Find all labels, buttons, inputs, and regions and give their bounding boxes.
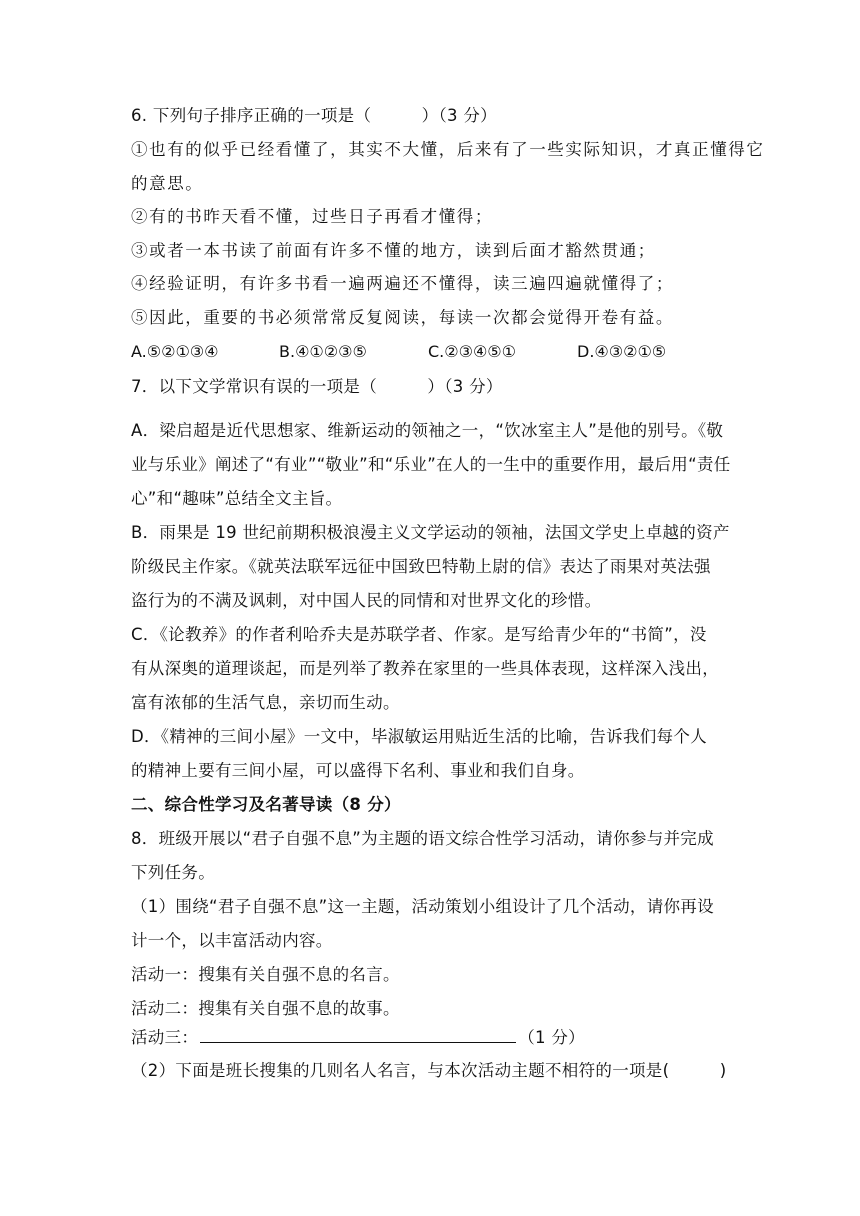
q7-option-d-line1: D．《精神的三间小屋》一文中，毕淑敏运用贴近生活的比喻，告诉我们每个人 [131, 727, 707, 746]
q7-stem: 7．以下文学常识有误的一项是（ ）（3 分） [131, 377, 503, 396]
q7-option-b-line3: 盗行为的不满及讽刺，对中国人民的同情和对世界文化的珍惜。 [131, 591, 602, 610]
q7-option-c-line3: 富有浓郁的生活气息，亲切而生动。 [131, 693, 400, 712]
q7-option-c-line2: 有从深奥的道理谈起，而是列举了教养在家里的一些具体表现，这样深入浅出， [131, 659, 719, 678]
q8-part2: （2）下面是班长搜集的几则名人名言，与本次活动主题不相符的一项是( ) [131, 1061, 727, 1080]
q7-option-c-line1: C．《论教养》的作者利哈乔夫是苏联学者、作家。是写给青少年的“书简”，没 [131, 625, 707, 644]
q8-activity-2: 活动二：搜集有关自强不息的故事。 [131, 999, 400, 1018]
q7-option-b-line2: 阶级民主作家。《就英法联军远征中国致巴特勒上尉的信》表达了雨果对英法强 [131, 557, 711, 576]
q6-stem: 6. 下列句子排序正确的一项是（ ）（3 分） [131, 106, 497, 125]
q8-activity-3-label: 活动三： [131, 1028, 199, 1047]
answer-blank[interactable] [200, 1027, 516, 1043]
q6-option-a: A.⑤②①③④ [131, 342, 219, 361]
q6-sentence-5: ⑤因此，重要的书必须常常反复阅读，每读一次都会觉得开卷有益。 [131, 308, 674, 327]
q8-stem-line1: 8．班级开展以“君子自强不息”为主题的语文综合性学习活动，请你参与并完成 [131, 829, 714, 848]
q6-option-d: D.④③②①⑤ [577, 342, 667, 361]
q7-option-b-line1: B．雨果是 19 世纪前期积极浪漫主义文学运动的领袖，法国文学史上卓越的资产 [131, 523, 730, 542]
section-2-heading: 二、综合性学习及名著导读（8 分） [131, 795, 401, 814]
q7-option-a-line2: 业与乐业》阐述了“有业”“敬业”和“乐业”在人的一生中的重要作用，最后用“责任 [131, 455, 731, 474]
q8-part1-line2: 计一个，以丰富活动内容。 [131, 931, 333, 950]
q6-sentence-4: ④经验证明，有许多书看一遍两遍还不懂得，读三遍四遍就懂得了； [131, 274, 674, 293]
q8-stem-line2: 下列任务。 [131, 863, 215, 882]
q6-sentence-1: ①也有的似乎已经看懂了，其实不大懂，后来有了一些实际知识，才真正懂得它 [131, 140, 765, 159]
q7-option-a-line1: A．梁启超是近代思想家、维新运动的领袖之一，“饮冰室主人”是他的别号。《敬 [131, 421, 724, 440]
q7-option-a-line3: 心”和“趣味”总结全文主旨。 [131, 489, 343, 508]
q6-sentence-2: ②有的书昨天看不懂，过些日子再看才懂得； [131, 207, 493, 226]
q8-part1-line1: （1）围绕“君子自强不息”这一主题，活动策划小组设计了几个活动，请你再设 [131, 897, 714, 916]
q8-activity-3 [131, 1027, 731, 1048]
q6-option-c: C.②③④⑤① [428, 342, 516, 361]
q6-option-b: B.④①②③⑤ [279, 342, 367, 361]
q6-sentence-3: ③或者一本书读了前面有许多不懂的地方，读到后面才豁然贯通； [131, 241, 656, 260]
q6-sentence-1-cont: 的意思。 [131, 174, 204, 193]
q7-option-d-line2: 的精神上要有三间小屋，可以盛得下名利、事业和我们自身。 [131, 761, 585, 780]
q8-activity-3-score: （1 分） [518, 1028, 585, 1047]
q8-activity-1: 活动一：搜集有关自强不息的名言。 [131, 965, 400, 984]
